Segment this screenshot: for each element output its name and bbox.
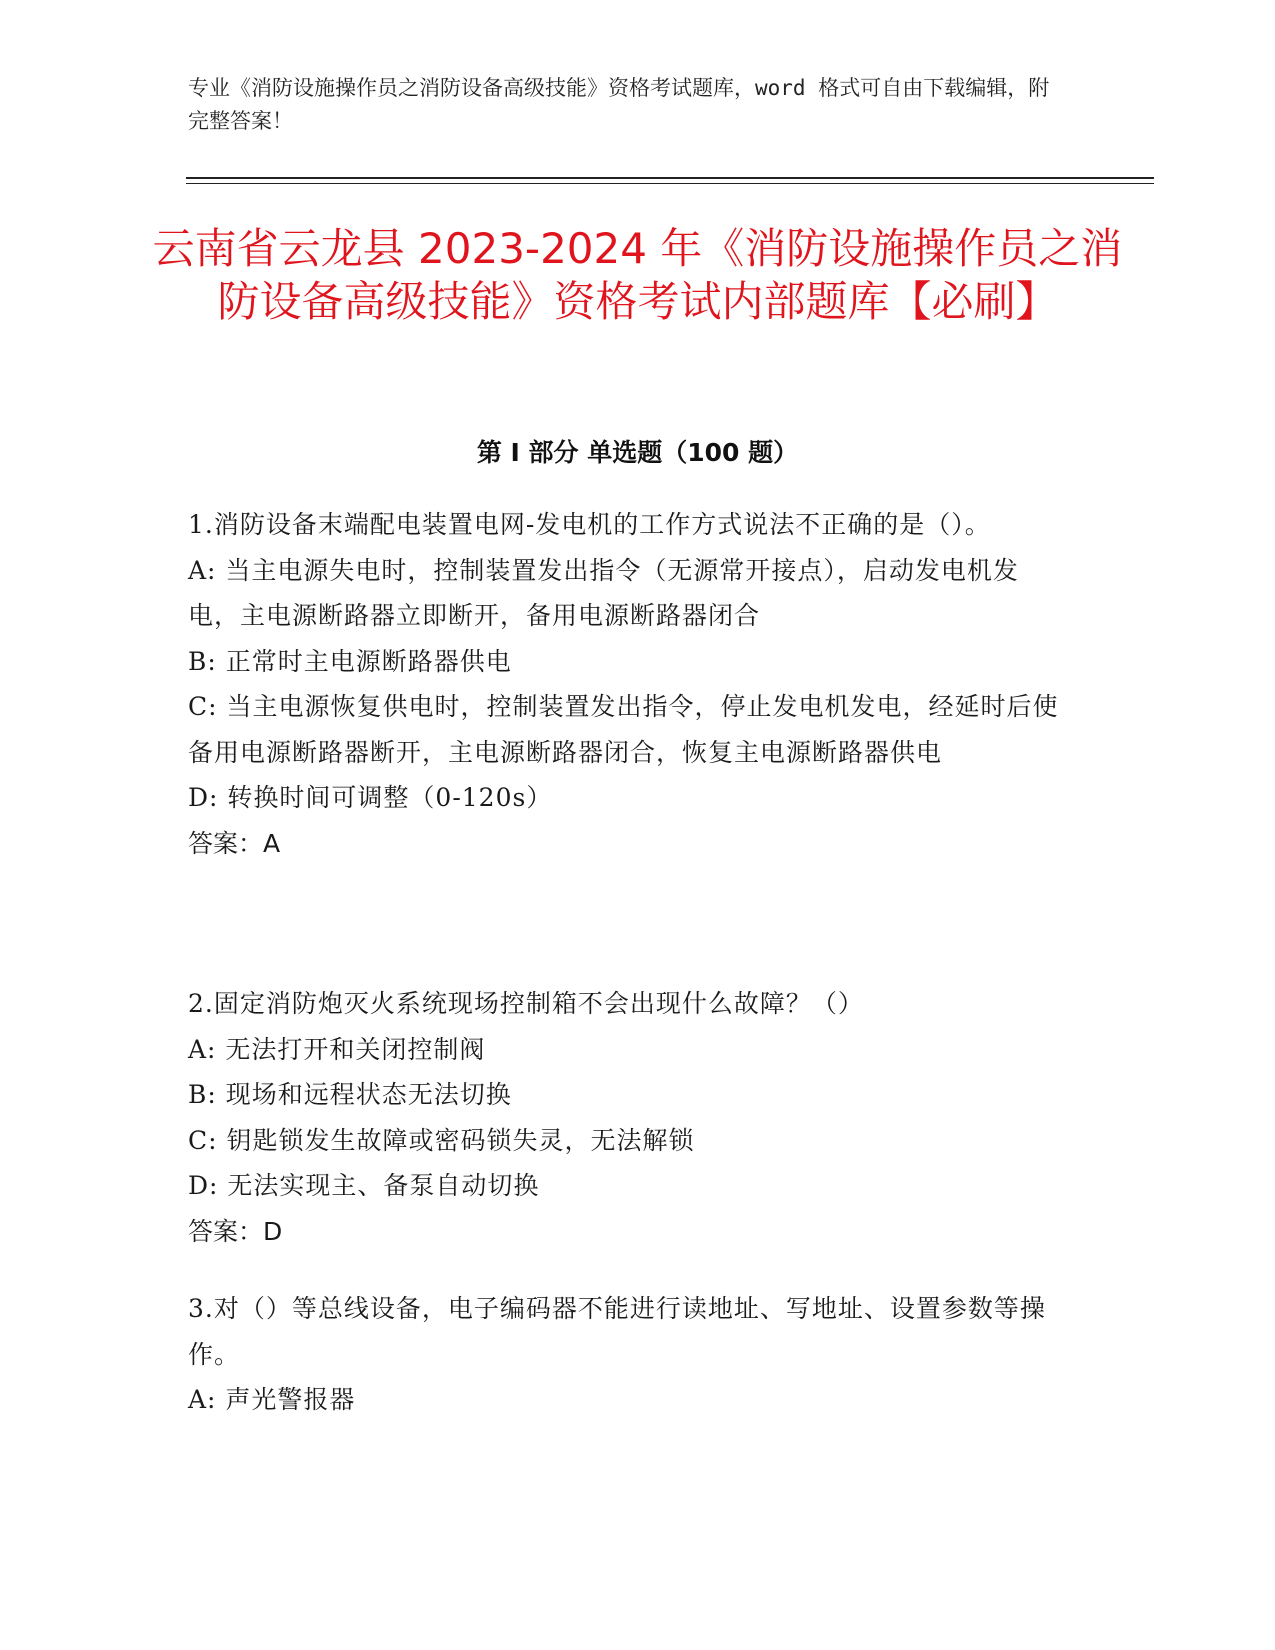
question-stem: 1.消防设备末端配电装置电网-发电机的工作方式说法不正确的是（）。	[188, 510, 991, 539]
header-rule-thick	[186, 177, 1154, 179]
answer-text: 答案：D	[188, 1216, 283, 1246]
header-rule-thin	[186, 183, 1154, 184]
question-stem: 2.固定消防炮灭火系统现场控制箱不会出现什么故障？（）	[188, 989, 864, 1018]
option-a: A: 无法打开和关闭控制阀	[188, 1034, 486, 1064]
option-d: D: 无法实现主、备泵自动切换	[188, 1171, 540, 1200]
header-note: 专业《消防设施操作员之消防设备高级技能》资格考试题库，word 格式可自由下载编辑，附完整答案！	[188, 76, 1050, 133]
option-c: C: 钥匙锁发生故障或密码锁失灵，无法解锁	[188, 1125, 695, 1155]
question-stem: 3.对（）等总线设备，电子编码器不能进行读地址、写地址、设置参数等操作。	[188, 1294, 1046, 1369]
option-a: A: 当主电源失电时，控制装置发出指令（无源常开接点），启动发电机发电，主电源断路器立即断开，备用电源断路器闭合	[188, 555, 1019, 630]
answer-text: 答案：A	[188, 828, 281, 858]
option-d: D: 转换时间可调整（0-120s）	[188, 783, 553, 812]
option-a: A: 声光警报器	[188, 1385, 356, 1414]
option-b: B: 现场和远程状态无法切换	[188, 1080, 512, 1109]
option-b: B: 正常时主电源断路器供电	[188, 646, 512, 676]
section-title: 第 I 部分 单选题（100 题）	[476, 438, 799, 467]
document-title: 云南省云龙县 2023-2024 年《消防设施操作员之消防设备高级技能》资格考试内部题库【必刷】	[152, 224, 1123, 326]
question-1	[188, 502, 1070, 866]
question-2	[188, 981, 1070, 1254]
option-c: C: 当主电源恢复供电时，控制装置发出指令，停止发电机发电，经延时后使备用电源断路器断开，主电源断路器闭合，恢复主电源断路器供电	[188, 692, 1059, 767]
question-3	[188, 1286, 1070, 1423]
